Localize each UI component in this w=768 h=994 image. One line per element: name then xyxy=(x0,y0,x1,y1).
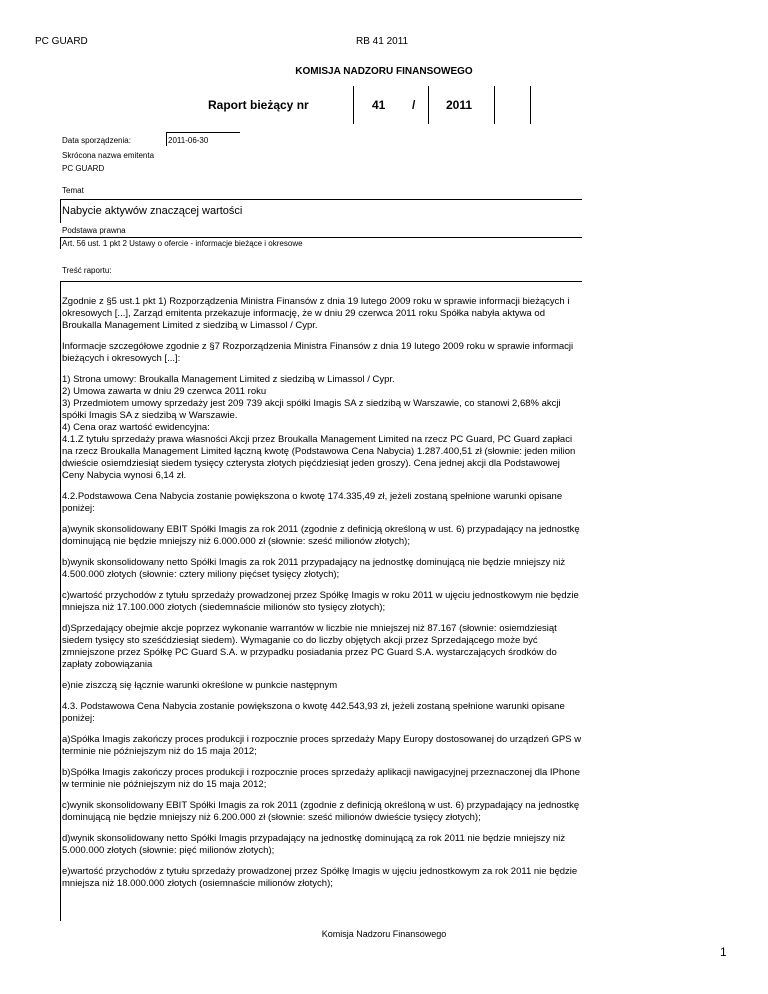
issuer-value: PC GUARD xyxy=(62,164,105,173)
paragraph: b)Spółka Imagis zakończy proces produkcji i rozpocznie proces sprzedaży aplikacji nawigacyjnej przeznaczonej dla IPhone w terminie nie późniejszym niż do 15 maja 2012; xyxy=(62,767,581,790)
box-line-mid xyxy=(428,86,429,124)
footer-text: Komisja Nadzoru Finansowego xyxy=(321,929,447,939)
box-line-end xyxy=(530,86,531,124)
paragraph: 1) Strona umowy: Broukalla Management Limited z siedzibą w Limassol / Cypr. 2) Umowa zawarta w dniu 29 czerwca 2011 roku 3) Przedmiotem umowy sprzedaży jest 209 739 akcji spółki Imagis SA z siedzibą w Warszawie, co stanowi 2,68% akcji spółki Imagis SA z siedzibą w Warszawie. 4) Cena oraz wartość ewidencyjna: 4.1.Z tytułu sprzedaży prawa własności Akcji przez Broukalla Management Limited na rzecz PC Guard, PC Guard zapłaci na rzecz Broukalla Management Limited łączną kwotę (Podstawowa Cena Nabycia) 1.287.400,51 zł (słownie: jeden milion dwieście osiemdziesiąt siedem tysięcy czterysta złotych pięćdziesiąt jeden groszy). Cena jednej akcji dla Podstawowej Ceny Nabycia wynosi 6,14 zł. xyxy=(62,374,576,481)
content-top-line xyxy=(60,281,582,282)
report-separator: / xyxy=(412,98,416,112)
issuer-label: Skrócona nazwa emitenta xyxy=(62,151,155,160)
subject-top-line xyxy=(60,199,582,200)
box-line-left xyxy=(353,86,354,124)
date-label: Data sporządzenia: xyxy=(62,136,131,145)
box-line-right xyxy=(494,86,495,124)
report-reference: RB 41 2011 xyxy=(356,36,409,47)
legal-label: Podstawa prawna xyxy=(62,226,126,235)
paragraph: d)wynik skonsolidowany netto Spółki Imagis przypadający na jednostkę dominującą za rok 2011 nie będzie mniejszy niż 5.000.000 złotych (słownie: pięć milionów złotych); xyxy=(62,833,566,856)
paragraph: Zgodnie z §5 ust.1 pkt 1) Rozporządzenia Ministra Finansów z dnia 19 lutego 2009 roku w sprawie informacji bieżących i okresowych [...], Zarząd emitenta przekazuje informację, że w dniu 29 czerwca 2011 roku Spółka nabyła aktywa od Broukalla Management Limited z siedzibą w Limassol / Cypr. xyxy=(62,296,570,331)
report-title: Raport bieżący nr xyxy=(208,98,309,112)
legal-top-line xyxy=(60,237,582,238)
date-box-left xyxy=(166,132,167,146)
paragraph: e)nie ziszczą się łącznie warunki określone w punkcie następnym xyxy=(62,680,338,691)
paragraph: d)Sprzedający obejmie akcje poprzez wykonanie warrantów w liczbie nie mniejszej niż 87.167 (słownie: osiemdziesiąt siedem tysięcy sto sześćdziesiąt siedem). Wymaganie co do liczby objętych akcji przez Sprzedającego może być zmniejszone przez Spółkę PC Guard S.A. w przypadku posiadania przez PC Guard S.A. wystarczających środków do zapłaty zobowiązania xyxy=(62,623,557,670)
subject-label: Temat xyxy=(62,186,84,195)
subject-value: Nabycie aktywów znaczącej wartości xyxy=(62,205,243,217)
paragraph: a)Spółka Imagis zakończy proces produkcji i rozpocznie proces sprzedaży Mapy Europy dostosowanej do urządzeń GPS w terminie nie późniejszym niż do 15 maja 2012; xyxy=(62,734,582,757)
paragraph: c)wartość przychodów z tytułu sprzedaży prowadzonej przez Spółkę Imagis w roku 2011 w ujęciu jednostkowym nie będzie mniejsza niż 17.100.000 złotych (siedemnaście milionów sto tysięcy złotych); xyxy=(62,590,579,613)
paragraph: 4.3. Podstawowa Cena Nabycia zostanie powiększona o kwotę 442.543,93 zł, jeżeli zostaną spełnione warunki opisane poniżej: xyxy=(62,701,565,724)
content-left-line xyxy=(60,281,61,921)
paragraph: c)wynik skonsolidowany EBIT Spółki Imagis za rok 2011 (zgodnie z definicją określoną w ust. 6) przypadający na jednostkę dominującą nie będzie mniejszy niż 6.200.000 zł (słownie: sześć milionów dwieście tysięcy złotych); xyxy=(62,800,580,823)
subject-left-line xyxy=(60,199,61,223)
date-box-top xyxy=(166,132,240,133)
report-number: 41 xyxy=(372,98,386,112)
date-value: 2011-06-30 xyxy=(168,136,209,145)
paragraph: a)wynik skonsolidowany EBIT Spółki Imagis za rok 2011 (zgodnie z definicją określoną w ust. 6) przypadający na jednostkę dominującą nie będzie mniejszy niż 6.000.000 zł (słownie: sześć milionów złotych); xyxy=(62,524,580,547)
legal-value: Art. 56 ust. 1 pkt 2 Ustawy o ofercie - informacje bieżące i okresowe xyxy=(62,239,303,248)
paragraph: e)wartość przychodów z tytułu sprzedaży prowadzonej przez Spółkę Imagis w ujęciu jednostkowym za rok 2011 nie będzie mniejsza niż 18.000.000 złotych (osiemnaście milionów złotych); xyxy=(62,866,578,889)
report-year: 2011 xyxy=(446,98,473,112)
report-content xyxy=(62,296,582,899)
company-header: PC GUARD xyxy=(35,36,88,47)
page-number: 1 xyxy=(720,945,727,959)
paragraph: 4.2.Podstawowa Cena Nabycia zostanie powiększona o kwotę 174.335,49 zł, jeżeli zostaną spełnione warunki opisane poniżej: xyxy=(62,491,563,514)
legal-left-line xyxy=(60,237,61,249)
content-label: Treść raportu: xyxy=(62,266,112,275)
paragraph: b)wynik skonsolidowany netto Spółki Imagis za rok 2011 przypadający na jednostkę dominującą nie będzie mniejszy niż 4.500.000 złotych (słownie: cztery miliony pięćset tysięcy złotych); xyxy=(62,557,566,580)
authority-title: KOMISJA NADZORU FINANSOWEGO xyxy=(295,66,473,77)
paragraph: Informacje szczegółowe zgodnie z §7 Rozporządzenia Ministra Finansów z dnia 19 lutego 2009 roku w sprawie informacji bieżących i okresowych [...]: xyxy=(62,341,574,364)
